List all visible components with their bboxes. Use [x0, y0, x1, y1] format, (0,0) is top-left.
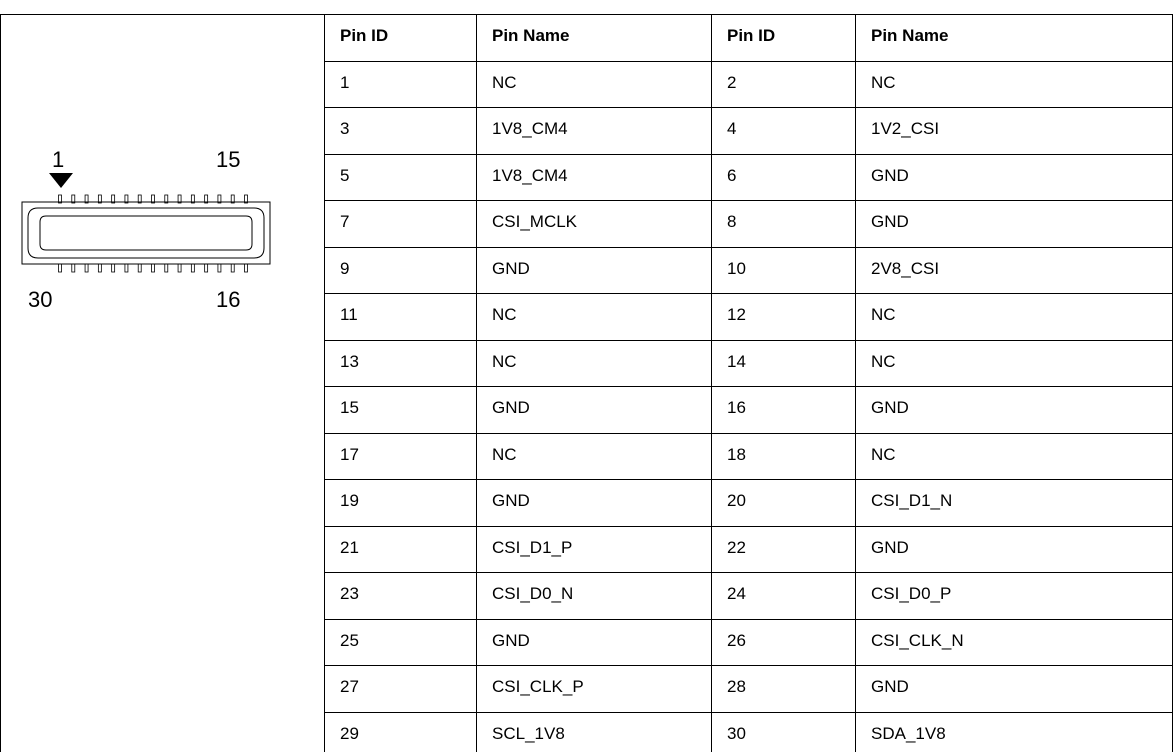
- pin-name-cell: CSI_CLK_N: [871, 631, 964, 650]
- table-row-line: [324, 200, 1173, 201]
- pin-id-cell: 25: [340, 631, 359, 650]
- pin-name-cell: GND: [871, 538, 909, 557]
- pin-name-cell: SCL_1V8: [492, 724, 565, 743]
- table-row-line: [324, 247, 1173, 248]
- table-row-line: [324, 154, 1173, 155]
- pin-id-cell: 8: [727, 212, 737, 231]
- table-row-line: [324, 14, 1173, 15]
- table-column-line: [855, 14, 856, 752]
- connector-pin: [152, 264, 155, 272]
- connector-outline: [22, 202, 270, 264]
- pin-name-cell: CSI_D1_P: [492, 538, 573, 557]
- pin-id-cell: 11: [340, 305, 358, 324]
- pin-30-label: 30: [28, 287, 53, 312]
- pin-id-cell: 9: [340, 259, 350, 278]
- pin-id-cell: 21: [340, 538, 359, 557]
- pin-id-cell: 24: [727, 584, 746, 603]
- connector-slot: [40, 216, 252, 250]
- pin-id-cell: 16: [727, 398, 746, 417]
- pin-id-cell: 1: [340, 73, 350, 92]
- pin-name-cell: NC: [492, 445, 517, 464]
- pin-name-cell: NC: [492, 305, 517, 324]
- pin-id-cell: 10: [727, 259, 746, 278]
- bottom-pin-row: [59, 264, 248, 272]
- connector-diagram: [14, 140, 284, 330]
- pin-id-cell: 28: [727, 677, 746, 696]
- pin-name-cell: NC: [871, 73, 896, 92]
- table-row-line: [324, 572, 1173, 573]
- pin-1-label: 1: [52, 147, 65, 172]
- column-header: Pin Name: [871, 26, 949, 45]
- pin-id-cell: 12: [727, 305, 746, 324]
- pin-name-cell: GND: [871, 677, 909, 696]
- connector-pin: [138, 264, 141, 272]
- connector-pin: [98, 264, 101, 272]
- pin-id-cell: 20: [727, 491, 746, 510]
- pin-id-cell: 6: [727, 166, 737, 185]
- table-row-line: [324, 433, 1173, 434]
- table-row-line: [324, 61, 1173, 62]
- pin-id-cell: 5: [340, 166, 350, 185]
- column-header: Pin Name: [492, 26, 570, 45]
- table-column-line: [1172, 14, 1173, 752]
- connector-pin: [245, 264, 248, 272]
- connector-pin: [191, 264, 194, 272]
- connector-pin: [125, 264, 128, 272]
- connector-pin: [218, 264, 221, 272]
- pin-id-cell: 13: [340, 352, 359, 371]
- pin-id-cell: 30: [727, 724, 746, 743]
- pin-name-cell: 1V8_CM4: [492, 119, 568, 138]
- column-header: Pin ID: [340, 26, 389, 45]
- connector-pin: [59, 264, 62, 272]
- pin-name-cell: CSI_CLK_P: [492, 677, 584, 696]
- column-header: Pin ID: [727, 26, 776, 45]
- pin-id-cell: 17: [340, 445, 359, 464]
- table-row-line: [324, 293, 1173, 294]
- pin-name-cell: GND: [492, 259, 530, 278]
- connector-drawing: [14, 140, 284, 330]
- pin-16-label: 16: [216, 287, 241, 312]
- pin-name-cell: GND: [871, 212, 909, 231]
- pin-id-cell: 22: [727, 538, 746, 557]
- pin-id-cell: 23: [340, 584, 359, 603]
- pin-15-label: 15: [216, 147, 241, 172]
- connector-pin: [165, 264, 168, 272]
- pin-name-cell: CSI_MCLK: [492, 212, 578, 231]
- pin-name-cell: CSI_D0_P: [871, 584, 952, 603]
- pin-id-cell: 19: [340, 491, 359, 510]
- pin-id-cell: 29: [340, 724, 359, 743]
- pin-name-cell: NC: [871, 445, 896, 464]
- table-row-line: [324, 712, 1173, 713]
- pin-name-cell: NC: [492, 73, 517, 92]
- figure-top-border: [0, 14, 325, 15]
- table-row-line: [324, 665, 1173, 666]
- table-row-line: [324, 340, 1173, 341]
- pin-name-cell: GND: [492, 398, 530, 417]
- pin-name-cell: GND: [871, 398, 909, 417]
- pin-name-cell: NC: [871, 352, 896, 371]
- table-column-line: [324, 14, 325, 752]
- pin-name-cell: 1V8_CM4: [492, 166, 568, 185]
- pin-id-cell: 26: [727, 631, 746, 650]
- pin-1-marker-icon: [49, 173, 73, 188]
- connector-pin: [72, 264, 75, 272]
- pin-id-cell: 27: [340, 677, 359, 696]
- pin-id-cell: 2: [727, 73, 737, 92]
- connector-pin: [205, 264, 208, 272]
- pin-name-cell: SDA_1V8: [871, 724, 946, 743]
- table-row-line: [324, 107, 1173, 108]
- pin-id-cell: 4: [727, 119, 737, 138]
- table-row-line: [324, 386, 1173, 387]
- figure-left-border: [0, 14, 1, 752]
- table-row-line: [324, 479, 1173, 480]
- connector-pin: [85, 264, 88, 272]
- table-row-line: [324, 619, 1173, 620]
- pin-name-cell: GND: [871, 166, 909, 185]
- table-column-line: [476, 14, 477, 752]
- table-column-line: [711, 14, 712, 752]
- pin-name-cell: 2V8_CSI: [871, 259, 940, 278]
- pin-id-cell: 3: [340, 119, 350, 138]
- pin-name-cell: NC: [871, 305, 896, 324]
- pin-id-cell: 15: [340, 398, 359, 417]
- connector-pin: [178, 264, 181, 272]
- pin-name-cell: NC: [492, 352, 517, 371]
- table-row-line: [324, 526, 1173, 527]
- connector-pin: [112, 264, 115, 272]
- pin-name-cell: CSI_D0_N: [492, 584, 574, 603]
- pin-id-cell: 14: [727, 352, 746, 371]
- pin-id-cell: 7: [340, 212, 350, 231]
- connector-pin: [231, 264, 234, 272]
- pin-name-cell: GND: [492, 631, 530, 650]
- pin-name-cell: CSI_D1_N: [871, 491, 953, 510]
- pin-name-cell: 1V2_CSI: [871, 119, 940, 138]
- pin-name-cell: GND: [492, 491, 530, 510]
- pin-id-cell: 18: [727, 445, 746, 464]
